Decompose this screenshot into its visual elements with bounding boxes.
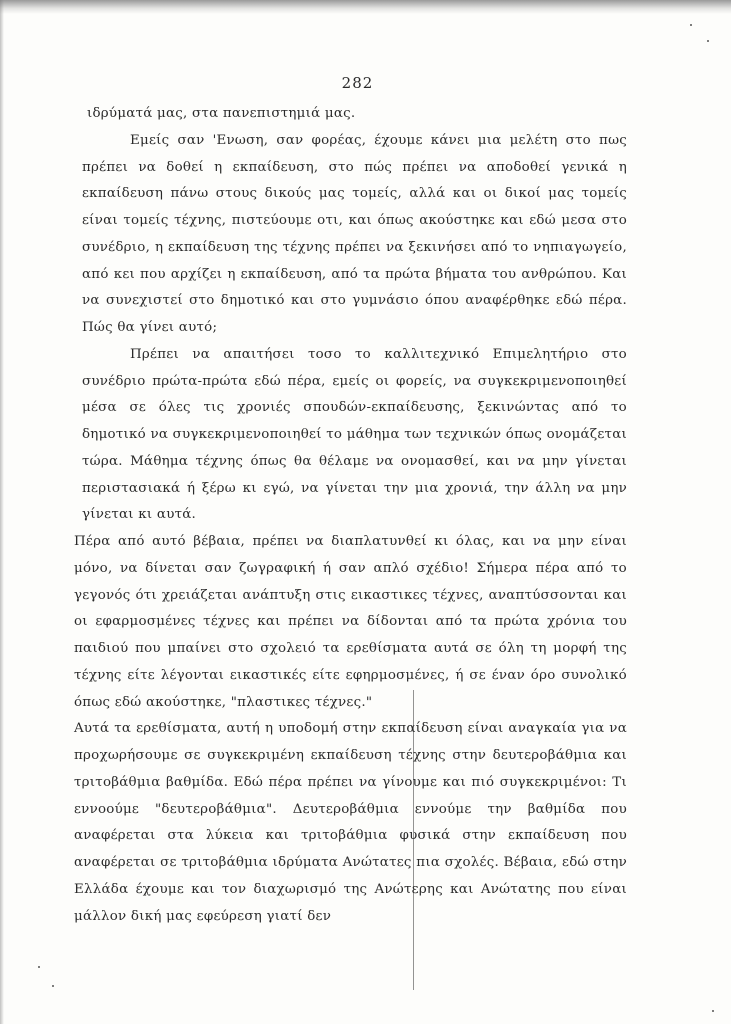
scan-speck [712, 1010, 714, 1012]
paragraph-5: Αυτά τα ερεθίσματα, αυτή η υποδομή στην εκπαίδευση είναι αναγκαία για να προχωρήσουμε σε συγκεκριμένη εκπαίδευση τέχνης στην δευτεροβάθμια και τριτοβάθμια βαθμίδα. Εδώ πέρα πρέπει να γίνουμε και πιό συγκεκριμένοι: Τι εννοούμε "δευτεροβάθμια". Δευτεροβάθμια εννούμε την βαθμίδα που αναφέρεται στα λύκεια και τριτοβάθμια φυσικά στην εκπαίδευση που αναφέρεται σε τριτοβάθμια ιδρύματα Ανώτατες πια σχολές. Βέβαια, εδώ στην Ελλάδα έχουμε και τον διαχωρισμό της Ανώτερης και Ανώτατης που είναι μάλλον δική μας εφεύρεση γιατί δεν [74, 721, 627, 924]
scan-left-edge [0, 0, 4, 1024]
scan-speck [52, 985, 54, 987]
document-body [74, 101, 627, 930]
paragraph-1: ιδρύματά μας, στα πανεπιστημιά μας. [87, 106, 356, 121]
scan-top-edge [0, 0, 731, 14]
paragraph-2: Εμείς σαν 'Ενωση, σαν φορέας, έχουμε κάνει μια μελέτη στο πως πρέπει να δοθεί η εκπαίδευση, στο πώς πρέπει να αποδοθεί γενικά η εκπαίδευση πάνω στους δικούς μας τομείς, αλλά και οι δικοί μας τομείς είναι τομείς τέχνης, πιστεύουμε οτι, και όπως ακούστηκε και εδώ μεσα στο συνέδριο, η εκπαίδευση της τέχνης πρέπει να ξεκινήσει από το νηπιαγωγείο, από κει που αρχίζει η εκπαίδευση, από τα πρώτα βήματα του ανθρώπου. Και να συνεχιστεί στο δημοτικό και στο γυμνάσιο όπου αναφέρθηκε εδώ πέρα. Πώς θα γίνει αυτό; [82, 132, 627, 335]
scan-speck [38, 966, 40, 968]
scan-speck [707, 40, 709, 42]
paragraph-3: Πρέπει να απαιτήσει τοσο το καλλιτεχνικό Επιμελητήριο στο συνέδριο πρώτα-πρώτα εδώ πέρα, εμείς οι φορείς, να συγκεκριμενοποιηθεί μέσα σε όλες τις χρονιές σπουδών-εκπαίδευσης, ξεκινώντας από το δημοτικό να συγκεκριμενοποιηθεί το μάθημα των τεχνικών όπως ονομάζεται τώρα. Μάθημα τέχνης όπως θα θέλαμε να ονομασθεί, και να μην γίνεται περιστασιακά ή ξέρω κι εγώ, να γίνεται την μια χρονιά, την άλλη να μην γίνεται κι αυτά. [82, 346, 627, 523]
page-number: 282 [341, 74, 374, 92]
paragraph-4: Πέρα από αυτό βέβαια, πρέπει να διαπλατυνθεί κι όλας, και να μην είναι μόνο, να δίνεται σαν ζωγραφική ή σαν απλό σχέδιο! Σήμερα πέρα από το γεγονός ότι χρειάζεται ανάπτυξη στις εικαστικες τέχνες, αναπτύσσονται και οι εφαρμοσμένες τέχνες και πρέπει να δίδονται από τα πρώτα χρόνια του παιδιού που μπαίνει στο σχολειό τα ερεθίσματα αυτά σε όλη τη μορφή της τέχνης είτε λέγονται εικαστικές είτε εφηρμοσμένες, ή σε έναν όρο συνολικό όπως εδώ ακούστηκε, "πλαστικες τέχνες." [74, 534, 627, 710]
scan-speck [690, 24, 692, 26]
